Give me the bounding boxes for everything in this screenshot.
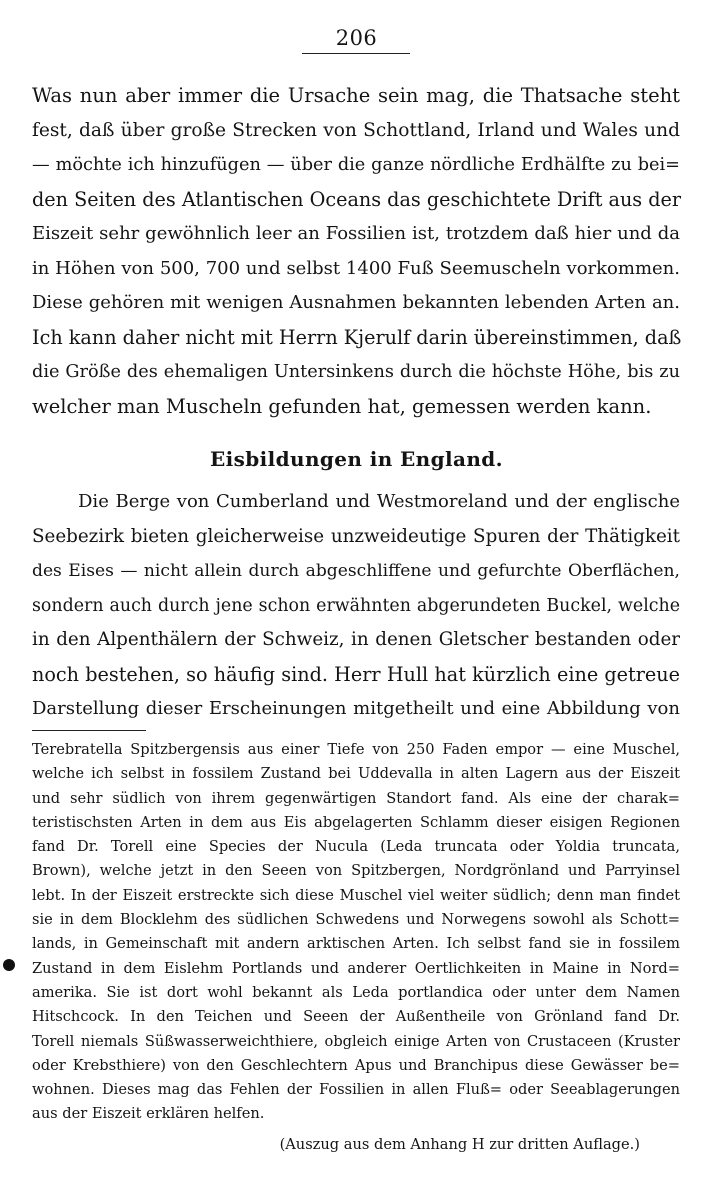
footnote-line: und sehr südlich von ihrem gegenwärtigen Standort fand. Als eine der charak= bbox=[32, 789, 680, 807]
footnote-line: Brown), welche jetzt in den Seeen von Spitzbergen, Nordgrönland und Parryinsel bbox=[32, 862, 680, 880]
section-heading: Eisbildungen in England. bbox=[209, 447, 504, 471]
ink-spot bbox=[3, 959, 15, 971]
footnote-line: Terebratella Spitzbergensis aus einer Tiefe von 250 Faden empor — eine Muschel, bbox=[32, 741, 680, 758]
text-line: den Seiten des Atlantischen Oceans das geschichtete Drift aus der bbox=[32, 187, 682, 211]
text-line: Was nun aber immer die Ursache sein mag, die Thatsache steht bbox=[32, 84, 680, 107]
text-line: noch bestehen, so häufig sind. Herr Hull hat kürzlich eine getreue bbox=[32, 662, 680, 686]
footnote-line: teristischsten Arten in dem aus Eis abgelagerten Schlamm dieser eisigen Regionen bbox=[32, 813, 680, 831]
text-line: in Höhen von 500, 700 und selbst 1400 Fuß Seemuscheln vorkommen. bbox=[32, 257, 680, 279]
paragraph-2 bbox=[32, 485, 680, 727]
text-line: Seebezirk bieten gleicherweise unzweideutige Spuren der Thätigkeit bbox=[32, 525, 680, 547]
page-number-rule bbox=[302, 53, 410, 54]
page-number: 206 bbox=[335, 26, 378, 50]
paragraph-1 bbox=[32, 79, 680, 424]
text-line: fest, daß über große Strecken von Schottland, Irland und Wales und bbox=[32, 119, 680, 141]
footnote bbox=[32, 738, 680, 1157]
text-line: — möchte ich hinzufügen — über die ganze nördliche Erdhälfte zu bei= bbox=[32, 155, 680, 175]
footnote-line: wohnen. Dieses mag das Fehlen der Fossilien in allen Fluß= oder Seeablagerungen bbox=[32, 1081, 680, 1099]
text-line: in den Alpenthälern der Schweiz, in denen Gletscher bestanden oder bbox=[32, 629, 680, 650]
footnote-line: lebt. In der Eiszeit erstreckte sich diese Muschel viel weiter südlich; denn man findet bbox=[32, 886, 680, 904]
text-line: des Eises — nicht allein durch abgeschliffene und gefurchte Oberflächen, bbox=[32, 561, 680, 581]
text-line: Darstellung dieser Erscheinungen mitgetheilt und eine Abbildung von bbox=[32, 698, 680, 719]
footnote-line: amerika. Sie ist dort wohl bekannt als Leda portlandica oder unter dem Namen bbox=[32, 983, 680, 1001]
footnote-line: Torell niemals Süßwasserweichthiere, obgleich einige Arten von Crustaceen (Kruster bbox=[32, 1032, 680, 1050]
footnote-attribution: (Auszug aus dem Anhang H zur dritten Auflage.) bbox=[279, 1135, 640, 1153]
text-line: Eiszeit sehr gewöhnlich leer an Fossilien ist, trotzdem daß hier und da bbox=[32, 223, 680, 244]
text-line: sondern auch durch jene schon erwähnten abgerundeten Buckel, welche bbox=[32, 595, 680, 616]
text-line: Ich kann daher nicht mit Herrn Kjerulf darin übereinstimmen, daß bbox=[32, 325, 682, 349]
footnote-line: Hitschcock. In den Teichen und Seeen der Außentheile von Grönland fand Dr. bbox=[32, 1008, 680, 1026]
footnote-line: lands, in Gemeinschaft mit andern arktischen Arten. Ich selbst fand sie in fossilem bbox=[32, 935, 680, 953]
text-line: Diese gehören mit wenigen Ausnahmen bekannten lebenden Arten an. bbox=[32, 292, 680, 313]
text-line: welcher man Muscheln gefunden hat, gemessen werden kann. bbox=[32, 394, 652, 418]
footnote-line: sie in dem Blocklehm des südlichen Schwedens und Norwegens sowohl als Schott= bbox=[32, 911, 680, 929]
footnote-line: aus der Eiszeit erklären helfen. bbox=[32, 1105, 265, 1123]
footnote-line: oder Krebsthiere) von den Geschlechtern Apus und Branchipus diese Gewässer be= bbox=[32, 1056, 680, 1074]
footnote-rule bbox=[32, 730, 146, 731]
footnote-line: fand Dr. Torell eine Species der Nucula (Leda truncata oder Yoldia truncata, bbox=[32, 838, 680, 856]
text-line: die Größe des ehemaligen Untersinkens durch die höchste Höhe, bis zu bbox=[32, 362, 680, 382]
text-line: Die Berge von Cumberland und Westmoreland und der englische bbox=[78, 491, 680, 512]
footnote-line: welche ich selbst in fossilem Zustand bei Uddevalla in alten Lagern aus der Eiszeit bbox=[32, 765, 680, 783]
footnote-line: Zustand in dem Eislehm Portlands und anderer Oertlichkeiten in Maine in Nord= bbox=[32, 959, 680, 977]
